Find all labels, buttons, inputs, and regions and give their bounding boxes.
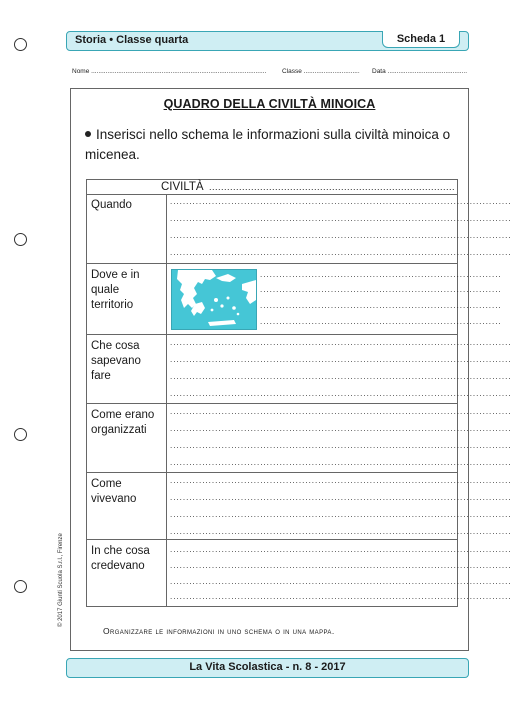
- answer-line[interactable]: ..........................................................................................................: [170, 476, 512, 485]
- sheet-number: Scheda 1: [396, 33, 446, 45]
- row-label: Quando: [91, 199, 132, 211]
- answer-line[interactable]: ..........................................................................................................: [170, 458, 512, 467]
- binder-hole: [14, 428, 27, 441]
- answer-line[interactable]: ..........................................................................................................: [170, 527, 512, 536]
- answer-line[interactable]: ..........................................................................................................: [170, 389, 512, 398]
- answer-line[interactable]: ..........................................................................................................: [170, 372, 512, 381]
- name-label: Nome: [72, 68, 90, 75]
- bullet-icon: [85, 131, 91, 137]
- answer-line[interactable]: ..........................................................................................................: [170, 231, 512, 240]
- answer-line[interactable]: ..........................................................................................................: [170, 424, 512, 433]
- row-label: In che cosa credevano: [91, 545, 150, 572]
- copyright-credit: © 2017 Giunti Scuola S.r.l., Firenze: [58, 533, 64, 627]
- answer-line[interactable]: ..........................................................................................................: [170, 577, 512, 586]
- civilization-table: [86, 179, 512, 607]
- sheet-tab: [382, 31, 460, 48]
- row-label: Come vivevano: [91, 478, 137, 505]
- footer-bar: [66, 658, 469, 678]
- row-label: Che cosa sapevano fare: [91, 340, 141, 382]
- binder-hole: [14, 233, 27, 246]
- table-row-dove: [87, 264, 502, 335]
- date-field: Data ............................................: [372, 68, 468, 75]
- footer-text: La Vita Scolastica - n. 8 - 2017: [189, 661, 346, 673]
- civilization-label: CIVILTÀ: [161, 181, 204, 193]
- row-label: Come erano organizzati: [91, 409, 155, 436]
- civilization-blank[interactable]: ..................................................................................: [209, 182, 456, 192]
- answer-line[interactable]: ..........................................................................................................: [170, 248, 512, 257]
- answer-line[interactable]: ..........................................................................................................: [170, 214, 512, 223]
- page-title: QUADRO DELLA CIVILTÀ MINOICA: [163, 97, 376, 111]
- answer-line[interactable]: ...........................................................................: [260, 301, 502, 310]
- worksheet-frame: [70, 88, 512, 651]
- answer-line[interactable]: ..........................................................................................................: [170, 510, 512, 519]
- bottom-instruction: Organizzare le informazioni in uno schema o in una mappa.: [103, 626, 335, 636]
- table-row-credevano: [87, 540, 512, 606]
- binder-hole: [14, 38, 27, 51]
- instruction-text: Inserisci nello schema le informazioni sulla civiltà minoica o micenea.: [85, 127, 451, 162]
- answer-line[interactable]: ..........................................................................................................: [170, 197, 512, 206]
- answer-line[interactable]: ...........................................................................: [260, 317, 502, 326]
- answer-line[interactable]: ...........................................................................: [260, 270, 502, 279]
- answer-line[interactable]: ..........................................................................................................: [170, 441, 512, 450]
- column-divider: [166, 473, 167, 539]
- column-divider: [166, 194, 167, 263]
- class-label: Classe: [282, 68, 302, 75]
- class-field: Classe ...............................: [282, 68, 360, 75]
- answer-line[interactable]: ..........................................................................................................: [170, 545, 512, 554]
- column-divider: [166, 404, 167, 472]
- answer-line[interactable]: ..........................................................................................................: [170, 561, 512, 570]
- table-row-vivevano: [87, 473, 512, 540]
- name-field: Nome .................................................................................................: [72, 68, 267, 75]
- answer-line[interactable]: ...........................................................................: [260, 285, 502, 294]
- instruction: [85, 125, 455, 165]
- header-subject: Storia • Classe quarta: [75, 34, 189, 46]
- binder-hole: [14, 580, 27, 593]
- date-label: Data: [372, 68, 386, 75]
- answer-line[interactable]: ..........................................................................................................: [170, 338, 512, 347]
- column-divider: [166, 540, 167, 606]
- table-row-quando: [87, 194, 512, 264]
- column-divider: [166, 335, 167, 403]
- greece-map-image: [171, 269, 257, 330]
- row-label: Dove e in quale territorio: [91, 269, 140, 311]
- table-row-che-cosa: [87, 335, 512, 404]
- header-bar: [66, 31, 469, 51]
- answer-line[interactable]: ..........................................................................................................: [170, 407, 512, 416]
- civilization-header-row: [87, 180, 457, 195]
- column-divider: [166, 264, 167, 334]
- answer-line[interactable]: ..........................................................................................................: [170, 493, 512, 502]
- table-row-organizzati: [87, 404, 512, 473]
- answer-line[interactable]: ..........................................................................................................: [170, 355, 512, 364]
- answer-line[interactable]: ..........................................................................................................: [170, 592, 512, 601]
